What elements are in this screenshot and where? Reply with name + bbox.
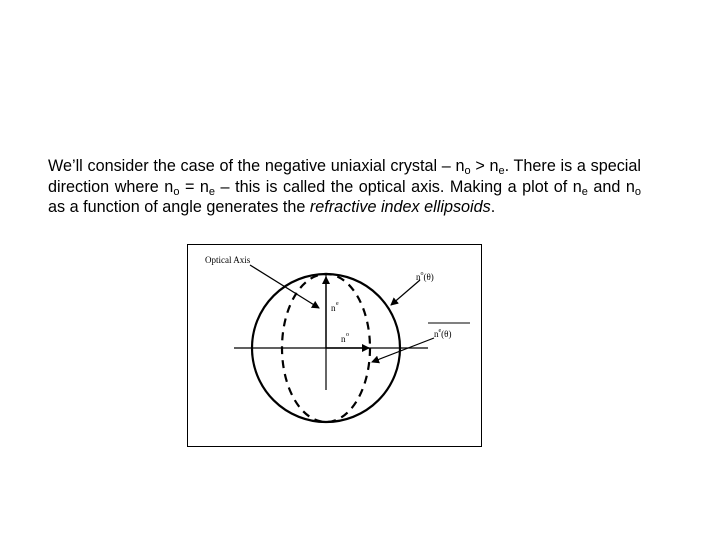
optical-axis-pointer bbox=[250, 265, 319, 308]
text-run: . bbox=[490, 198, 496, 216]
subscript: o bbox=[173, 185, 180, 198]
body-paragraph bbox=[48, 156, 641, 218]
text-run: > n bbox=[470, 157, 499, 175]
text-run: – this is called the optical axis. Making a plot of n bbox=[215, 177, 582, 196]
optical-axis-label: Optical Axis bbox=[205, 255, 251, 265]
text-run: We’ll consider the case of the negative uniaxial crystal – n bbox=[48, 157, 465, 175]
text-run: . There is a special direction where n bbox=[48, 157, 642, 196]
ellipsoid-figure bbox=[187, 244, 482, 447]
subscript: e bbox=[581, 185, 588, 198]
subscript: o bbox=[634, 185, 642, 198]
ne-label: n bbox=[331, 303, 336, 313]
no-theta-pointer bbox=[391, 280, 420, 305]
text-run: as a function of angle generates the bbox=[48, 198, 310, 216]
no-theta-label: $n^o(\theta)$ bbox=[416, 271, 434, 282]
ne-label-sup: e bbox=[336, 301, 339, 307]
italic-term: refractive index ellipsoids bbox=[309, 198, 491, 216]
ellipsoid-diagram bbox=[188, 245, 483, 448]
ne-theta-pointer bbox=[372, 338, 434, 362]
subscript: e bbox=[208, 185, 216, 198]
no-label: n bbox=[341, 334, 346, 344]
text-run: and n bbox=[587, 177, 635, 196]
text-run: = n bbox=[179, 177, 209, 196]
no-label-sup: o bbox=[346, 332, 349, 338]
ne-theta-label: $n^e(\theta)$ bbox=[434, 328, 452, 339]
subscript: e bbox=[498, 165, 505, 177]
subscript: o bbox=[464, 165, 471, 177]
